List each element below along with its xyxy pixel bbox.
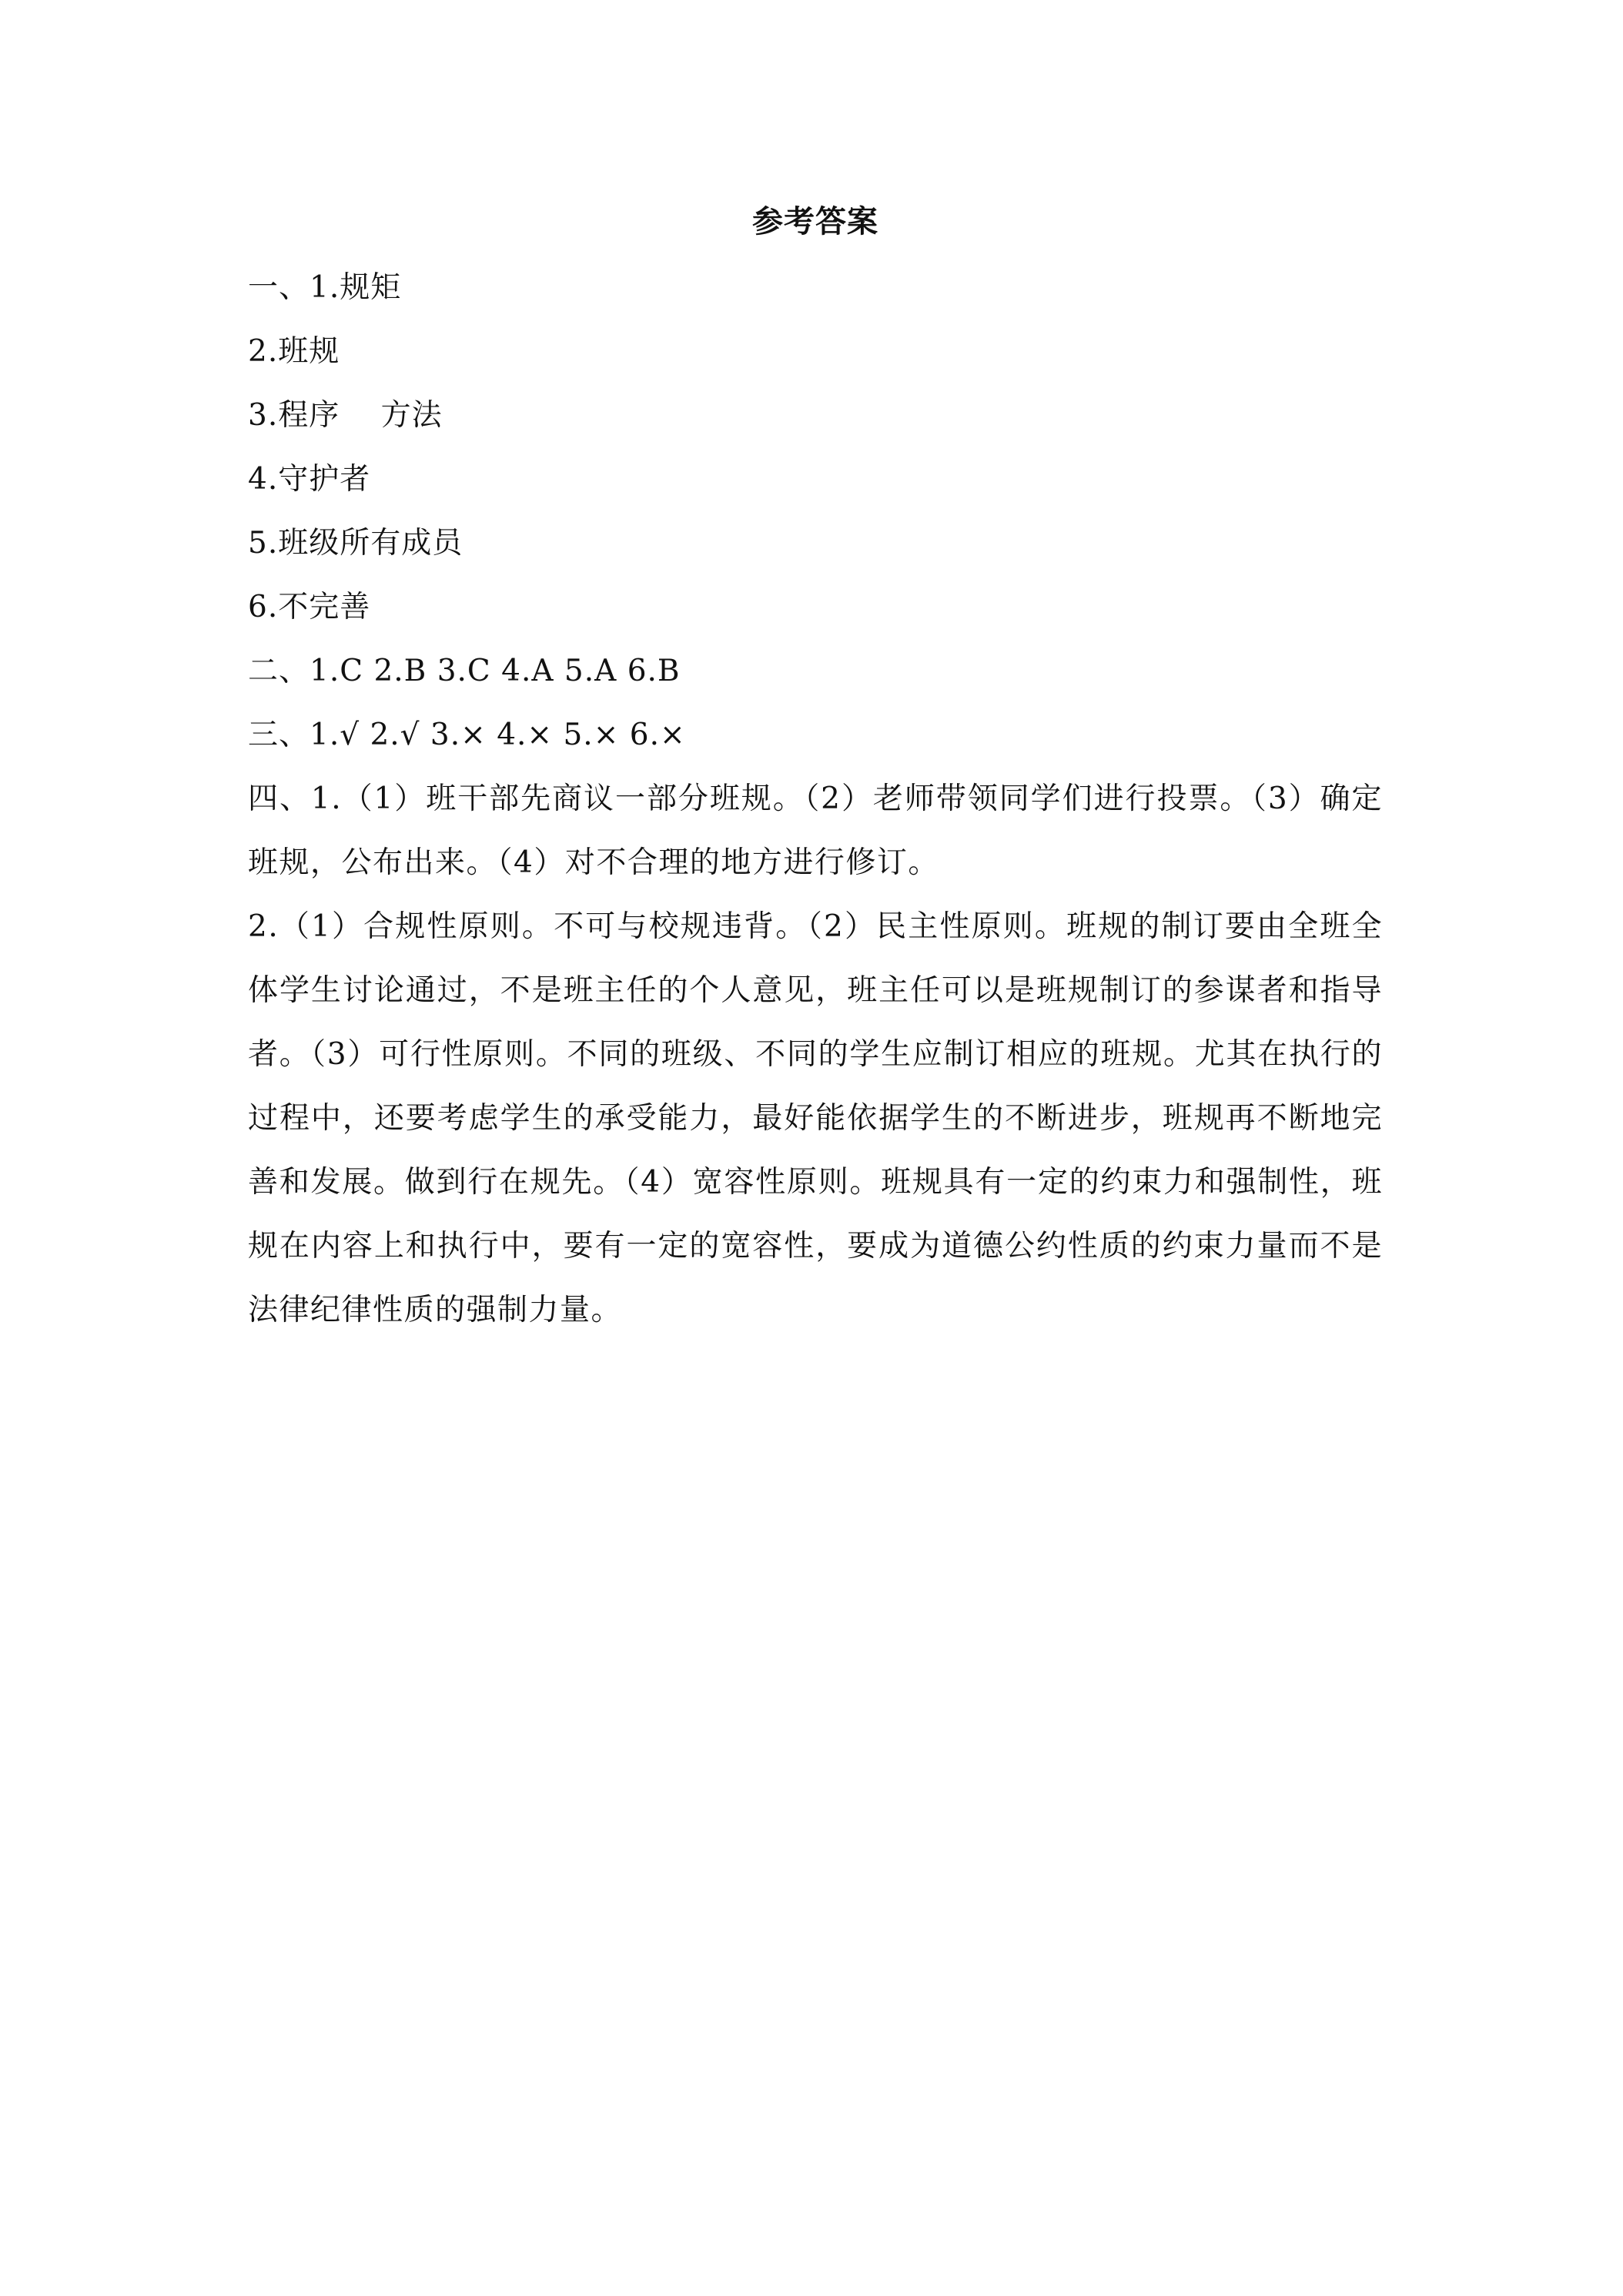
answer-line-2: 2.班规 xyxy=(248,334,340,369)
page-title: 参考答案 xyxy=(752,203,878,239)
answer-section-3: 三、1.√ 2.√ 3.× 4.× 5.× 6.× xyxy=(248,718,686,752)
answer-section-2: 二、1.C 2.B 3.C 4.A 5.A 6.B xyxy=(248,654,681,688)
answer-line-1: 一、1.规矩 xyxy=(248,270,402,305)
answer-section-4-question-2: 2.（1）合规性原则。不可与校规违背。（2）民主性原则。班规的制订要由全班全体学生讨论通过，不是班主任的个人意见，班主任可以是班规制订的参谋者和指导者。（3）可行性原则。不同的班级、不同的学生应制订相应的班规。尤其在执行的过程中，还要考虑学生的承受能力，最好能依据学生的不断进步，班规再不断地完善和发展。做到行在规先。（4）宽容性原则。班规具有一定的约束力和强制性，班规在内容上和执行中，要有一定的宽容性，要成为道德公约性质的约束力量而不是法律纪律性质的强制力量。 xyxy=(248,909,1383,1327)
answer-line-3: 3.程序 方法 xyxy=(248,398,443,433)
answer-line-6: 6.不完善 xyxy=(248,590,371,624)
answer-section-4-question-1: 四、1.（1）班干部先商议一部分班规。（2）老师带领同学们进行投票。（3）确定班规，公布出来。（4）对不合理的地方进行修订。 xyxy=(248,782,1383,880)
answer-content xyxy=(248,191,1383,1342)
answer-line-5: 5.班级所有成员 xyxy=(248,526,463,561)
answer-line-4: 4.守护者 xyxy=(248,462,371,497)
